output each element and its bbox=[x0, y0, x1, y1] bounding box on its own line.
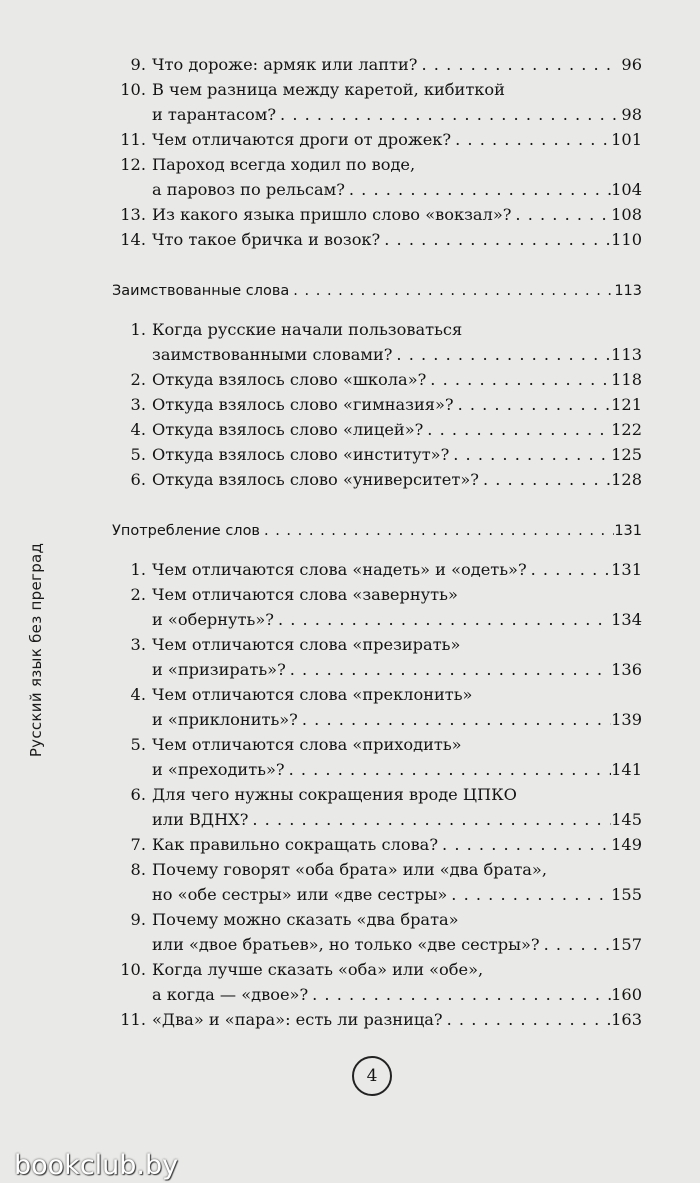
dot-leader bbox=[298, 707, 611, 732]
entry-page: 98 bbox=[621, 105, 642, 124]
entry-number: 11. bbox=[120, 1010, 146, 1029]
entry-title-line: «Два» и «пара»: есть ли разница? bbox=[152, 1010, 443, 1029]
dot-leader bbox=[423, 417, 611, 442]
entry-page: 110 bbox=[611, 230, 642, 249]
entry-page: 149 bbox=[611, 835, 642, 854]
dot-leader bbox=[511, 202, 611, 227]
section-page: 113 bbox=[614, 283, 642, 299]
toc-entry[interactable] bbox=[112, 1007, 642, 1032]
toc-entry[interactable] bbox=[112, 367, 642, 392]
entry-title-line: и «преходить»? bbox=[152, 760, 285, 779]
dot-leader bbox=[454, 392, 612, 417]
side-book-title: Русский язык без преград bbox=[27, 542, 45, 758]
toc-entry[interactable] bbox=[112, 957, 642, 1007]
toc-entry[interactable] bbox=[112, 417, 642, 442]
toc-entry[interactable] bbox=[112, 317, 642, 367]
toc-entry[interactable] bbox=[112, 557, 642, 582]
entry-page: 134 bbox=[611, 610, 642, 629]
entry-number: 6. bbox=[130, 470, 146, 489]
entry-page: 155 bbox=[611, 885, 642, 904]
entry-title-line: Что дороже: армяк или лапти? bbox=[152, 55, 418, 74]
entry-title-line: Чем отличаются слова «преклонить» bbox=[152, 685, 473, 704]
entry-number: 12. bbox=[120, 155, 146, 174]
entry-page: 157 bbox=[611, 935, 642, 954]
entry-title-line: но «обе сестры» или «две сестры» bbox=[152, 885, 448, 904]
dot-leader bbox=[276, 102, 616, 127]
entry-number: 3. bbox=[130, 635, 146, 654]
dot-leader bbox=[479, 467, 611, 492]
entry-page: 163 bbox=[611, 1010, 642, 1029]
entry-title-line: а когда — «двое»? bbox=[152, 985, 309, 1004]
dot-leader bbox=[443, 1007, 611, 1032]
toc-entry[interactable] bbox=[112, 782, 642, 832]
toc-entry[interactable] bbox=[112, 442, 642, 467]
dot-leader bbox=[285, 757, 612, 782]
entry-number: 2. bbox=[130, 370, 146, 389]
entry-title-line: а паровоз по рельсам? bbox=[152, 180, 345, 199]
dot-leader bbox=[392, 342, 611, 367]
entry-title-line: Когда русские начали пользоваться bbox=[152, 320, 463, 339]
dot-leader bbox=[527, 557, 611, 582]
watermark: bookclub.by bbox=[14, 1150, 179, 1181]
dot-leader bbox=[417, 52, 616, 77]
toc-entry[interactable] bbox=[112, 467, 642, 492]
entry-number: 7. bbox=[130, 835, 146, 854]
entry-title-line: Как правильно сокращать слова? bbox=[152, 835, 439, 854]
toc-entry[interactable] bbox=[112, 227, 642, 252]
entry-title-line: В чем разница между каретой, кибиткой bbox=[152, 80, 505, 99]
entry-page: 108 bbox=[611, 205, 642, 224]
entry-title-line: Пароход всегда ходил по воде, bbox=[152, 155, 416, 174]
entry-title-line: заимствованными словами? bbox=[152, 345, 393, 364]
entry-title-line: Откуда взялось слово «институт»? bbox=[152, 445, 450, 464]
entry-title-line: Когда лучше сказать «оба» или «обе», bbox=[152, 960, 484, 979]
entry-page: 118 bbox=[611, 370, 642, 389]
entry-title-line: Чем отличаются слова «надеть» и «одеть»? bbox=[152, 560, 527, 579]
entry-title-line: Откуда взялось слово «школа»? bbox=[152, 370, 427, 389]
dot-leader bbox=[274, 607, 611, 632]
dot-leader bbox=[286, 657, 611, 682]
entry-page: 121 bbox=[611, 395, 642, 414]
page-number: 4 bbox=[352, 1056, 392, 1096]
entry-page: 145 bbox=[611, 810, 642, 829]
entry-title-line: и «призирать»? bbox=[152, 660, 286, 679]
dot-leader bbox=[345, 177, 611, 202]
entry-page: 125 bbox=[611, 445, 642, 464]
entry-number: 10. bbox=[120, 960, 146, 979]
section-heading bbox=[112, 519, 642, 544]
dot-leader bbox=[447, 882, 611, 907]
entry-number: 5. bbox=[130, 735, 146, 754]
toc-entry[interactable] bbox=[112, 907, 642, 957]
toc-entry[interactable] bbox=[112, 682, 642, 732]
toc-entry[interactable] bbox=[112, 857, 642, 907]
entry-title-line: Чем отличаются дроги от дрожек? bbox=[152, 130, 452, 149]
dot-leader bbox=[449, 442, 611, 467]
entry-title-line: Из какого языка пришло слово «вокзал»? bbox=[152, 205, 512, 224]
toc-entry[interactable] bbox=[112, 202, 642, 227]
dot-leader bbox=[308, 982, 611, 1007]
section-title: Употребление слов bbox=[112, 523, 260, 539]
entry-page: 136 bbox=[611, 660, 642, 679]
entry-page: 104 bbox=[611, 180, 642, 199]
toc-entry[interactable] bbox=[112, 832, 642, 857]
entry-title-line: Почему говорят «оба брата» или «два брата», bbox=[152, 860, 547, 879]
entry-number: 1. bbox=[130, 560, 146, 579]
entry-title-line: Чем отличаются слова «приходить» bbox=[152, 735, 462, 754]
section-heading bbox=[112, 279, 642, 304]
entry-title-line: Откуда взялось слово «университет»? bbox=[152, 470, 479, 489]
entry-title-line: или «двое братьев», но только «две сестры»? bbox=[152, 935, 540, 954]
toc-entry[interactable] bbox=[112, 632, 642, 682]
entry-number: 13. bbox=[120, 205, 146, 224]
entry-number: 10. bbox=[120, 80, 146, 99]
entry-number: 1. bbox=[130, 320, 146, 339]
entry-number: 4. bbox=[130, 420, 146, 439]
entry-title-line: и «приклонить»? bbox=[152, 710, 298, 729]
entry-page: 139 bbox=[611, 710, 642, 729]
toc-entry[interactable] bbox=[112, 127, 642, 152]
section-title: Заимствованные слова bbox=[112, 283, 290, 299]
dot-leader bbox=[248, 807, 611, 832]
entry-page: 113 bbox=[611, 345, 642, 364]
toc-entry[interactable] bbox=[112, 582, 642, 632]
entry-page: 96 bbox=[621, 55, 642, 74]
dot-leader bbox=[540, 932, 612, 957]
entry-title-line: и «обернуть»? bbox=[152, 610, 274, 629]
toc-entry[interactable] bbox=[112, 392, 642, 417]
entry-title-line: Для чего нужны сокращения вроде ЦПКО bbox=[152, 785, 517, 804]
entry-page: 122 bbox=[611, 420, 642, 439]
entry-page: 141 bbox=[611, 760, 642, 779]
entry-number: 11. bbox=[120, 130, 146, 149]
entry-number: 6. bbox=[130, 785, 146, 804]
toc-entry[interactable] bbox=[112, 77, 642, 127]
dot-leader bbox=[451, 127, 611, 152]
entry-title-line: или ВДНХ? bbox=[152, 810, 249, 829]
entry-number: 3. bbox=[130, 395, 146, 414]
entry-page: 128 bbox=[611, 470, 642, 489]
section-page: 131 bbox=[614, 523, 642, 539]
dot-leader bbox=[260, 519, 614, 544]
table-of-contents bbox=[112, 52, 642, 1032]
entry-title-line: Чем отличаются слова «презирать» bbox=[152, 635, 461, 654]
entry-number: 9. bbox=[130, 55, 146, 74]
entry-number: 9. bbox=[130, 910, 146, 929]
toc-entry[interactable] bbox=[112, 52, 642, 77]
dot-leader bbox=[426, 367, 611, 392]
entry-title-line: Что такое бричка и возок? bbox=[152, 230, 381, 249]
entry-number: 8. bbox=[130, 860, 146, 879]
entry-number: 14. bbox=[120, 230, 146, 249]
entry-title-line: Откуда взялось слово «лицей»? bbox=[152, 420, 424, 439]
dot-leader bbox=[380, 227, 611, 252]
entry-page: 131 bbox=[611, 560, 642, 579]
dot-leader bbox=[438, 832, 611, 857]
entry-page: 101 bbox=[611, 130, 642, 149]
entry-title-line: Откуда взялось слово «гимназия»? bbox=[152, 395, 454, 414]
entry-number: 5. bbox=[130, 445, 146, 464]
dot-leader bbox=[289, 279, 614, 304]
entry-number: 2. bbox=[130, 585, 146, 604]
entry-title-line: Чем отличаются слова «завернуть» bbox=[152, 585, 458, 604]
entry-title-line: Почему можно сказать «два брата» bbox=[152, 910, 459, 929]
entry-page: 160 bbox=[611, 985, 642, 1004]
toc-entry[interactable] bbox=[112, 152, 642, 202]
entry-number: 4. bbox=[130, 685, 146, 704]
entry-title-line: и тарантасом? bbox=[152, 105, 277, 124]
toc-entry[interactable] bbox=[112, 732, 642, 782]
